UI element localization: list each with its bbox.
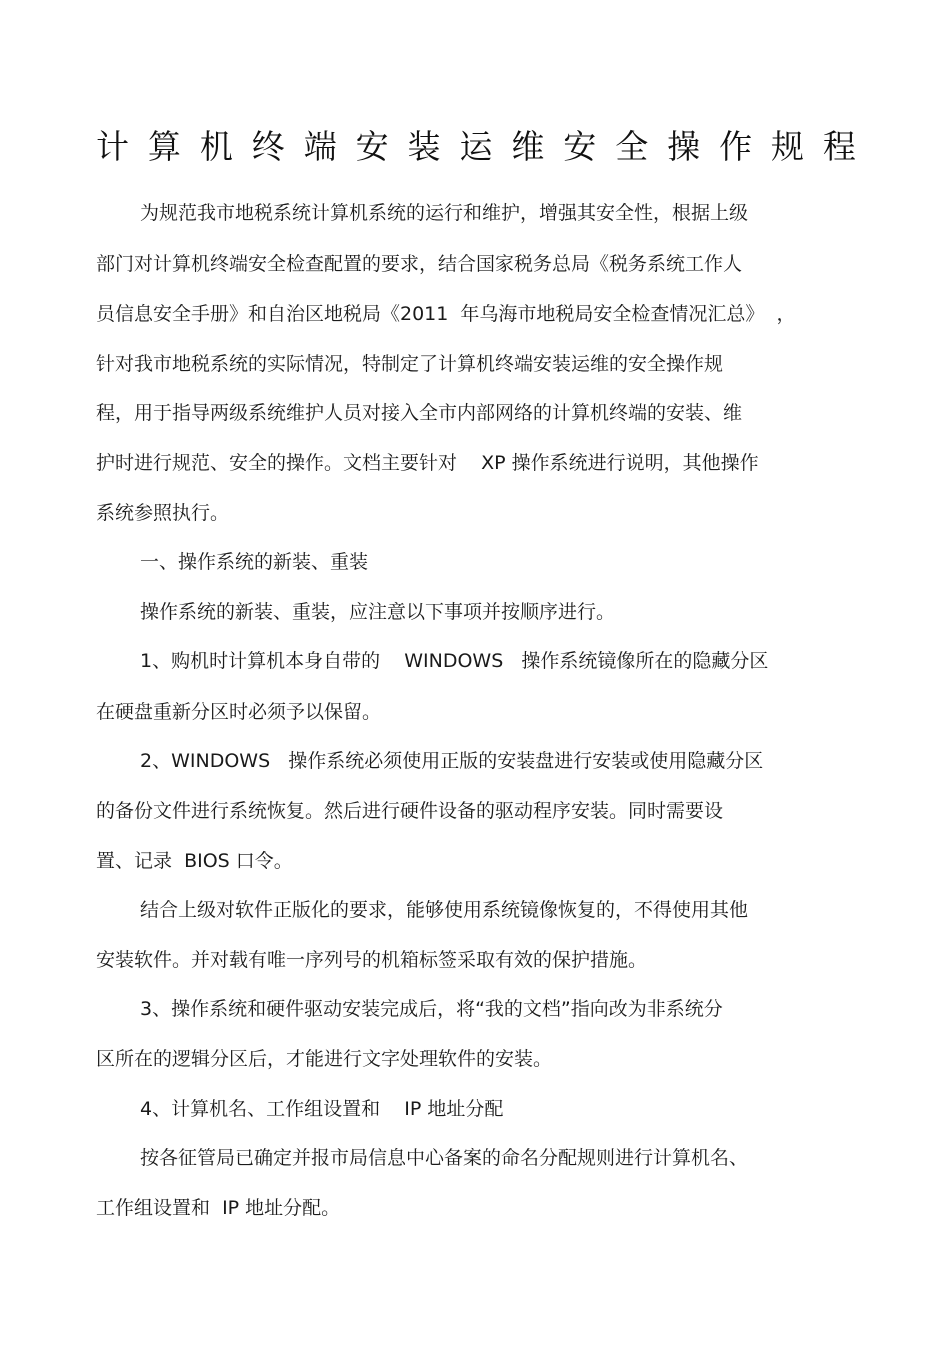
paragraph-line: 操作系统的新装、重装，应注意以下事项并按顺序进行。 bbox=[140, 601, 616, 623]
title-char: 计 bbox=[96, 126, 129, 166]
title-char: 安 bbox=[563, 126, 597, 166]
title-char: 维 bbox=[511, 126, 545, 166]
paragraph-line: 系统参照执行。 bbox=[96, 502, 230, 524]
title-char: 运 bbox=[459, 126, 493, 166]
paragraph-line: 置、记录 BIOS 口令。 bbox=[96, 850, 293, 872]
paragraph-line: 3、操作系统和硬件驱动安装完成后，将“我的文档”指向改为非系统分 bbox=[140, 998, 723, 1020]
paragraph-line: 为规范我市地税系统计算机系统的运行和维护，增强其安全性，根据上级 bbox=[140, 202, 749, 224]
paragraph-line: 按各征管局已确定并报市局信息中心备案的命名分配规则进行计算机名、 bbox=[140, 1147, 749, 1169]
paragraph-line: 程，用于指导两级系统维护人员对接入全市内部网络的计算机终端的安装、维 bbox=[96, 402, 743, 424]
title-char: 作 bbox=[719, 126, 753, 166]
paragraph-line: 1、购机时计算机本身自带的 WINDOWS 操作系统镜像所在的隐藏分区 bbox=[140, 650, 769, 672]
title-char: 终 bbox=[251, 126, 285, 166]
title-char: 规 bbox=[770, 126, 804, 166]
document-title bbox=[96, 124, 856, 168]
title-char: 机 bbox=[199, 126, 233, 166]
title-char: 操 bbox=[667, 126, 701, 166]
title-char: 装 bbox=[407, 126, 441, 166]
paragraph-line: 部门对计算机终端安全检查配置的要求，结合国家税务总局《税务系统工作人 bbox=[96, 253, 743, 275]
paragraph-line: 区所在的逻辑分区后，才能进行文字处理软件的安装。 bbox=[96, 1048, 553, 1070]
paragraph-line: 2、WINDOWS 操作系统必须使用正版的安装盘进行安装或使用隐藏分区 bbox=[140, 750, 764, 772]
section-heading: 一、操作系统的新装、重装 bbox=[140, 551, 369, 573]
paragraph-line: 员信息安全手册》和自治区地税局《2011 年乌海市地税局安全检查情况汇总》 ， bbox=[96, 303, 796, 325]
title-char: 算 bbox=[147, 126, 181, 166]
title-char: 安 bbox=[355, 126, 389, 166]
paragraph-line: 护时进行规范、安全的操作。文档主要针对 XP 操作系统进行说明，其他操作 bbox=[96, 452, 759, 474]
paragraph-line: 结合上级对软件正版化的要求，能够使用系统镜像恢复的，不得使用其他 bbox=[140, 899, 749, 921]
paragraph-line: 工作组设置和 IP 地址分配。 bbox=[96, 1197, 341, 1219]
paragraph-line: 的备份文件进行系统恢复。然后进行硬件设备的驱动程序安装。同时需要设 bbox=[96, 800, 724, 822]
paragraph-line: 在硬盘重新分区时必须予以保留。 bbox=[96, 701, 382, 723]
paragraph-line: 安装软件。并对载有唯一序列号的机箱标签采取有效的保护措施。 bbox=[96, 949, 648, 971]
section-heading: 4、计算机名、工作组设置和 IP 地址分配 bbox=[140, 1098, 504, 1120]
paragraph-line: 针对我市地税系统的实际情况，特制定了计算机终端安装运维的安全操作规 bbox=[96, 353, 724, 375]
title-char: 端 bbox=[303, 126, 337, 166]
title-char: 程 bbox=[822, 126, 856, 166]
title-char: 全 bbox=[615, 126, 649, 166]
